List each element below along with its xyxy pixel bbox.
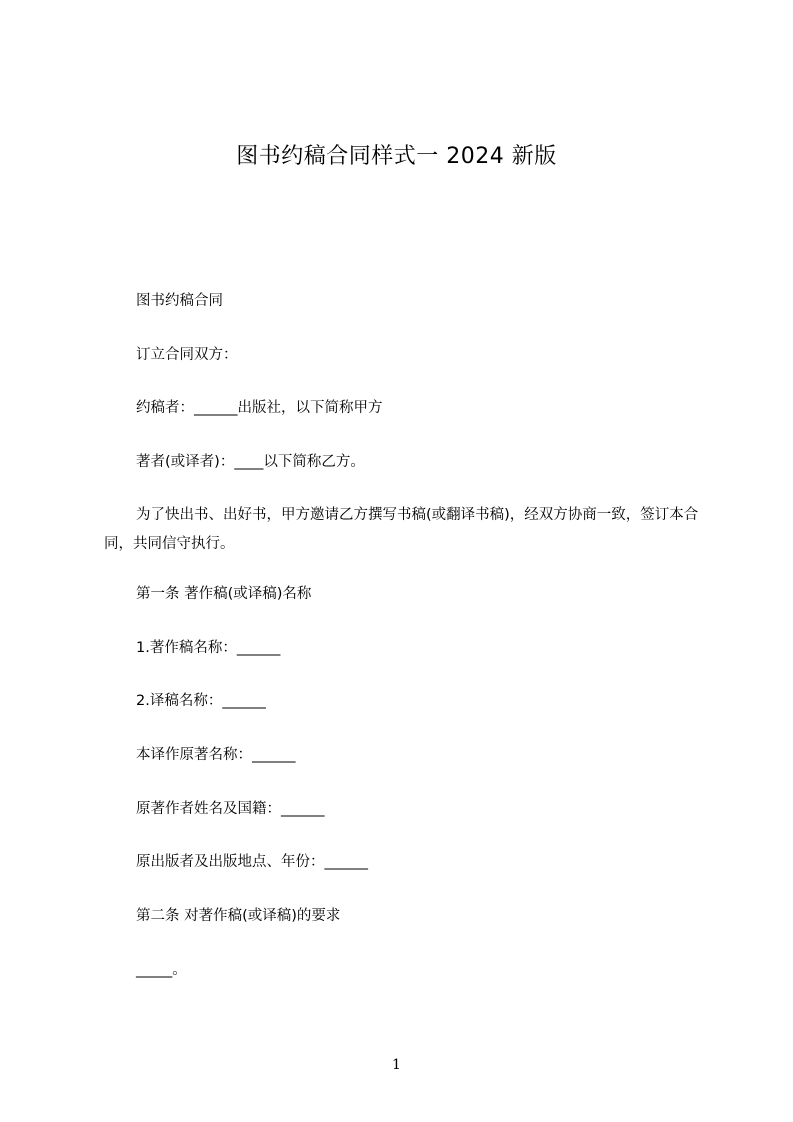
original-author-line: 原著作者姓名及国籍：______ [136, 801, 325, 817]
translation-title-line: 2.译稿名称：______ [136, 693, 266, 709]
article-one-heading: 第一条 著作稿(或译稿)名称 [136, 586, 312, 602]
party-b-line: 著者(或译者)：____以下简称乙方。 [136, 454, 365, 470]
page-number: 1 [392, 1057, 401, 1073]
original-publisher-line: 原出版者及出版地点、年份：______ [136, 854, 368, 870]
article-two-heading: 第二条 对著作稿(或译稿)的要求 [136, 908, 341, 924]
party-a-line: 约稿者：______出版社，以下简称甲方 [136, 400, 383, 416]
contract-heading: 图书约稿合同 [136, 293, 223, 309]
parties-label: 订立合同双方： [136, 347, 238, 363]
document-title: 图书约稿合同样式一 2024 新版 [236, 144, 557, 169]
preamble-paragraph: 为了快出书、出好书，甲方邀请乙方撰写书稿(或翻译书稿)，经双方协商一致，签订本合同，共同信守执行。 [104, 507, 699, 552]
original-title-line: 本译作原著名称：______ [136, 747, 296, 763]
requirements-blank-line: _____。 [136, 962, 187, 978]
work-title-line: 1.著作稿名称：______ [136, 640, 281, 656]
